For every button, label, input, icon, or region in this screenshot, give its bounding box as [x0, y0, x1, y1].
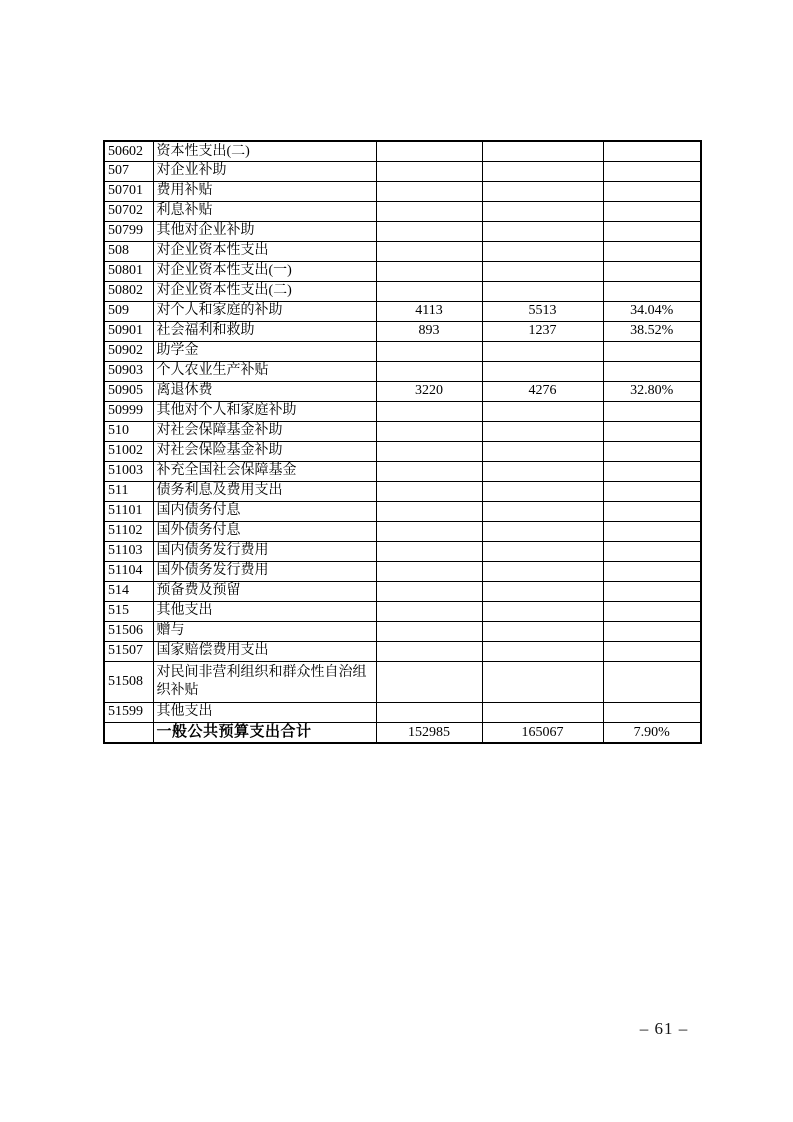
table-row: [104, 501, 701, 521]
row-percent: [603, 581, 701, 601]
row-percent: [603, 461, 701, 481]
row-amount-2: [482, 561, 603, 581]
row-code: 51102: [104, 521, 153, 541]
row-percent: [603, 341, 701, 361]
row-amount-2: [482, 461, 603, 481]
row-percent: [603, 141, 701, 161]
row-amount-1: [376, 161, 482, 181]
row-name: 赠与: [153, 621, 376, 641]
row-name: 其他支出: [153, 601, 376, 621]
row-percent: [603, 561, 701, 581]
row-name: 对企业补助: [153, 161, 376, 181]
row-amount-2: [482, 441, 603, 461]
row-name: 对企业资本性支出(二): [153, 281, 376, 301]
row-name: 社会福利和救助: [153, 321, 376, 341]
row-code: 50802: [104, 281, 153, 301]
row-amount-2: [482, 401, 603, 421]
row-code: 50799: [104, 221, 153, 241]
row-percent: [603, 361, 701, 381]
row-code: 51508: [104, 661, 153, 702]
table-row: [104, 381, 701, 401]
row-amount-2: [482, 521, 603, 541]
table-row: [104, 201, 701, 221]
row-percent: [603, 541, 701, 561]
row-code: 514: [104, 581, 153, 601]
table-row: [104, 361, 701, 381]
table-row: [104, 181, 701, 201]
row-percent: [603, 201, 701, 221]
table-row: [104, 281, 701, 301]
row-name: 助学金: [153, 341, 376, 361]
row-percent: [603, 421, 701, 441]
row-amount-1: [376, 541, 482, 561]
table-row: [104, 401, 701, 421]
row-percent: [603, 221, 701, 241]
row-percent: [603, 521, 701, 541]
row-amount-1: [376, 621, 482, 641]
row-code: 51506: [104, 621, 153, 641]
page-number: – 61 –: [639, 1019, 689, 1038]
row-code: 509: [104, 301, 153, 321]
row-amount-2: 1237: [482, 321, 603, 341]
row-amount-1: [376, 341, 482, 361]
table-row: [104, 141, 701, 161]
table-row: [104, 161, 701, 181]
row-percent: [603, 641, 701, 661]
row-amount-1: [376, 221, 482, 241]
table-row: [104, 481, 701, 501]
row-code: 50902: [104, 341, 153, 361]
row-code: 50999: [104, 401, 153, 421]
row-amount-2: [482, 601, 603, 621]
row-amount-2: [482, 421, 603, 441]
table-row: [104, 581, 701, 601]
row-code: 50602: [104, 141, 153, 161]
row-name: 债务利息及费用支出: [153, 481, 376, 501]
row-amount-2: [482, 581, 603, 601]
row-name: 其他支出: [153, 702, 376, 722]
row-amount-2: [482, 661, 603, 702]
row-amount-2: [482, 341, 603, 361]
row-amount-1: [376, 521, 482, 541]
row-amount-1: [376, 702, 482, 722]
row-amount-2: [482, 361, 603, 381]
table-row: [104, 241, 701, 261]
row-code: [104, 722, 153, 743]
row-amount-2: [482, 641, 603, 661]
table-row: [104, 261, 701, 281]
table-row: [104, 461, 701, 481]
row-amount-1: [376, 501, 482, 521]
row-amount-2: [482, 281, 603, 301]
row-amount-2: [482, 261, 603, 281]
row-amount-1: [376, 421, 482, 441]
table-row: [104, 601, 701, 621]
row-percent: [603, 241, 701, 261]
row-code: 507: [104, 161, 153, 181]
table-row: [104, 541, 701, 561]
row-amount-2: [482, 501, 603, 521]
row-name: 其他对个人和家庭补助: [153, 401, 376, 421]
row-name: 国外债务发行费用: [153, 561, 376, 581]
row-amount-2: [482, 221, 603, 241]
row-name: 一般公共预算支出合计: [153, 722, 376, 743]
row-percent: [603, 281, 701, 301]
row-percent: [603, 501, 701, 521]
row-name: 补充全国社会保障基金: [153, 461, 376, 481]
row-code: 508: [104, 241, 153, 261]
row-code: 515: [104, 601, 153, 621]
table-row: [104, 341, 701, 361]
row-amount-1: [376, 401, 482, 421]
row-amount-2: [482, 541, 603, 561]
row-amount-2: [482, 481, 603, 501]
row-name: 对民间非营利组织和群众性自治组织补贴: [153, 661, 376, 702]
row-code: 50801: [104, 261, 153, 281]
row-name: 资本性支出(二): [153, 141, 376, 161]
row-amount-2: 165067: [482, 722, 603, 743]
row-name: 对企业资本性支出: [153, 241, 376, 261]
row-amount-1: [376, 461, 482, 481]
row-name: 个人农业生产补贴: [153, 361, 376, 381]
row-amount-2: [482, 621, 603, 641]
row-name: 对企业资本性支出(一): [153, 261, 376, 281]
row-amount-1: 3220: [376, 381, 482, 401]
row-amount-2: [482, 161, 603, 181]
table-row: [104, 621, 701, 641]
table-row: [104, 301, 701, 321]
row-code: 50702: [104, 201, 153, 221]
row-name: 对社会保障基金补助: [153, 421, 376, 441]
row-name: 费用补贴: [153, 181, 376, 201]
row-amount-1: [376, 581, 482, 601]
row-amount-2: [482, 181, 603, 201]
row-code: 50701: [104, 181, 153, 201]
row-name: 其他对企业补助: [153, 221, 376, 241]
row-code: 50905: [104, 381, 153, 401]
row-percent: [603, 261, 701, 281]
row-amount-1: [376, 441, 482, 461]
row-amount-1: [376, 601, 482, 621]
row-amount-2: [482, 702, 603, 722]
row-percent: [603, 161, 701, 181]
row-amount-1: [376, 561, 482, 581]
row-amount-1: [376, 201, 482, 221]
row-percent: [603, 621, 701, 641]
row-name: 离退休费: [153, 381, 376, 401]
row-amount-2: [482, 241, 603, 261]
row-code: 51507: [104, 641, 153, 661]
row-name: 对个人和家庭的补助: [153, 301, 376, 321]
row-name: 利息补贴: [153, 201, 376, 221]
row-amount-1: [376, 261, 482, 281]
row-amount-1: [376, 241, 482, 261]
table-row: [104, 661, 701, 702]
row-name: 对社会保险基金补助: [153, 441, 376, 461]
row-percent: 32.80%: [603, 381, 701, 401]
budget-table-body: [104, 141, 701, 743]
table-row: [104, 421, 701, 441]
row-amount-1: 4113: [376, 301, 482, 321]
row-code: 511: [104, 481, 153, 501]
total-row: [104, 722, 701, 743]
table-row: [104, 561, 701, 581]
row-amount-1: [376, 641, 482, 661]
row-amount-2: [482, 201, 603, 221]
row-amount-2: 5513: [482, 301, 603, 321]
row-code: 510: [104, 421, 153, 441]
row-code: 51103: [104, 541, 153, 561]
row-code: 50901: [104, 321, 153, 341]
row-code: 51002: [104, 441, 153, 461]
table-row: [104, 221, 701, 241]
row-percent: [603, 601, 701, 621]
row-code: 50903: [104, 361, 153, 381]
budget-expenditure-table: [103, 140, 702, 744]
table-row: [104, 702, 701, 722]
row-name: 国外债务付息: [153, 521, 376, 541]
row-name: 国家赔偿费用支出: [153, 641, 376, 661]
row-amount-1: 152985: [376, 722, 482, 743]
table-row: [104, 641, 701, 661]
row-percent: 7.90%: [603, 722, 701, 743]
row-name: 预备费及预留: [153, 581, 376, 601]
row-amount-1: 893: [376, 321, 482, 341]
row-name: 国内债务发行费用: [153, 541, 376, 561]
row-percent: [603, 401, 701, 421]
row-name: 国内债务付息: [153, 501, 376, 521]
row-percent: 34.04%: [603, 301, 701, 321]
row-percent: 38.52%: [603, 321, 701, 341]
row-amount-2: [482, 141, 603, 161]
row-amount-1: [376, 481, 482, 501]
row-percent: [603, 441, 701, 461]
row-percent: [603, 481, 701, 501]
table-row: [104, 521, 701, 541]
table-row: [104, 441, 701, 461]
row-percent: [603, 702, 701, 722]
row-percent: [603, 661, 701, 702]
row-amount-1: [376, 181, 482, 201]
row-amount-1: [376, 361, 482, 381]
row-code: 51101: [104, 501, 153, 521]
row-code: 51599: [104, 702, 153, 722]
row-code: 51003: [104, 461, 153, 481]
table-row: [104, 321, 701, 341]
row-amount-1: [376, 661, 482, 702]
row-amount-1: [376, 141, 482, 161]
row-percent: [603, 181, 701, 201]
row-code: 51104: [104, 561, 153, 581]
row-amount-2: 4276: [482, 381, 603, 401]
row-amount-1: [376, 281, 482, 301]
